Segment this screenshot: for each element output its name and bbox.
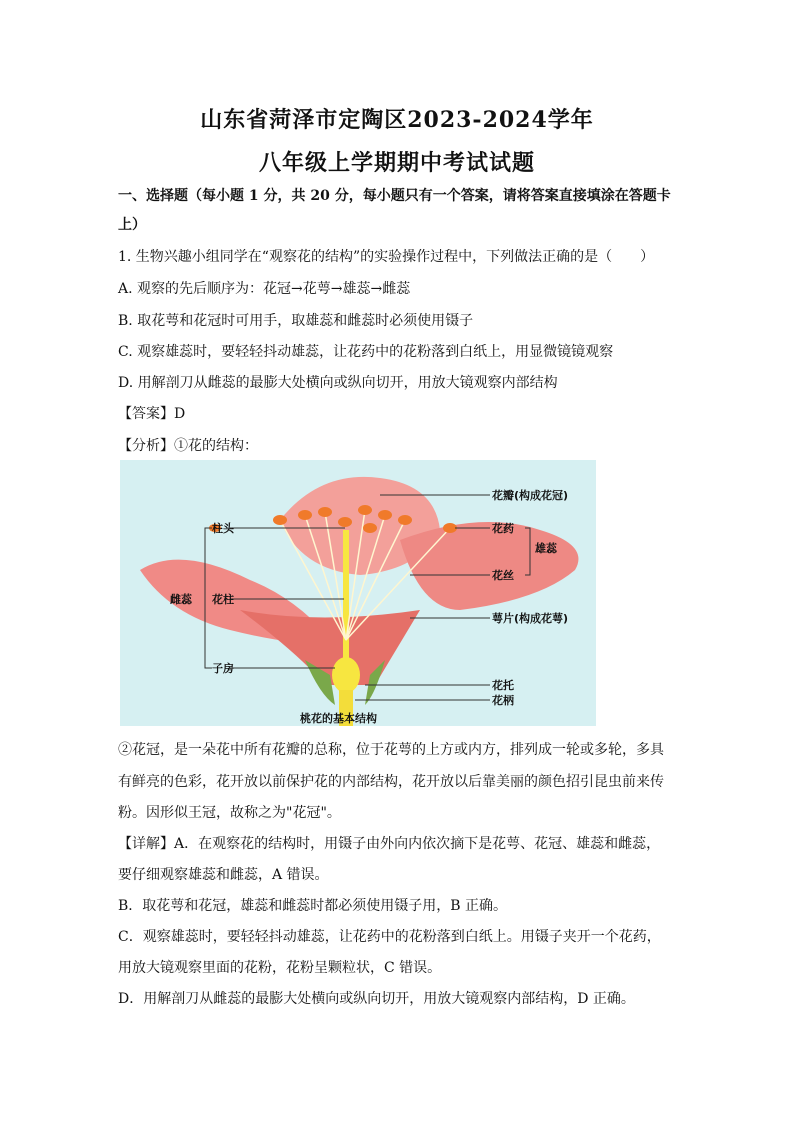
label-sepal: 萼片(构成花萼)	[492, 612, 569, 625]
label-pedicel: 花柄	[492, 694, 514, 707]
analysis-intro: 【分析】①花的结构：	[118, 438, 258, 454]
label-receptacle: 花托	[492, 679, 514, 692]
pistil-ovary	[332, 657, 360, 693]
label-style: 花柱	[212, 593, 234, 606]
label-petal: 花瓣(构成花冠)	[492, 489, 569, 502]
label-pistil: 雌蕊	[170, 593, 192, 606]
label-ovary: 子房	[212, 662, 234, 675]
option-a: A. 观察的先后顺序为：花冠→花萼→雄蕊→雌蕊	[118, 281, 411, 297]
corolla-text-1: ②花冠，是一朵花中所有花瓣的总称，位于花萼的上方或内方，排列成一轮或多轮，多具	[118, 742, 664, 758]
detail-b: B．取花萼和花冠，雄蕊和雌蕊时都必须使用镊子用，B 正确。	[118, 898, 508, 914]
detail-c-2: 用放大镜观察里面的花粉，花粉呈颗粒状，C 错误。	[118, 960, 442, 976]
question-text: 1. 生物兴趣小组同学在“观察花的结构”的实验操作过程中，下列做法正确的是（ ）	[118, 249, 655, 265]
detail-d: D．用解剖刀从雌蕊的最膨大处横向或纵向切开，用放大镜观察内部结构，D 正确。	[118, 991, 635, 1007]
option-c: C. 观察雄蕊时，要轻轻抖动雄蕊，让花药中的花粉落到白纸上，用显微镜镜观察	[118, 344, 614, 360]
detail-a-2: 要仔细观察雄蕊和雌蕊，A 错误。	[118, 867, 329, 883]
label-anther: 花药	[492, 522, 514, 535]
corolla-text-3: 粉。因形似王冠，故称之为"花冠"。	[118, 805, 341, 821]
label-stamen: 雄蕊	[535, 542, 557, 555]
answer: 【答案】D	[118, 406, 186, 422]
label-filament: 花丝	[492, 569, 514, 582]
title-line-2: 八年级上学期期中考试试题	[258, 150, 535, 176]
peach-flower-diagram	[120, 460, 596, 726]
flower-structure-figure	[120, 460, 596, 726]
option-b: B. 取花萼和花冠时可用手，取雄蕊和雌蕊时必须使用镊子	[118, 313, 474, 329]
section-heading-cont: 上）	[118, 217, 146, 233]
option-d: D. 用解剖刀从雌蕊的最膨大处横向或纵向切开，用放大镜观察内部结构	[118, 375, 558, 391]
title-line-1: 山东省菏泽市定陶区2023-2024学年	[200, 107, 594, 133]
diagram-caption: 桃花的基本结构	[300, 712, 377, 725]
detail-a-1: 【详解】A．在观察花的结构时，用镊子由外向内依次摘下是花萼、花冠、雄蕊和雌蕊，	[118, 836, 661, 852]
label-stigma: 柱头	[212, 522, 234, 535]
section-heading: 一、选择题（每小题 1 分，共 20 分，每小题只有一个答案，请将答案直接填涂在答题卡	[118, 188, 671, 204]
corolla-text-2: 有鲜亮的色彩，花开放以前保护花的内部结构，花开放以后靠美丽的颜色招引昆虫前来传	[118, 774, 664, 790]
detail-c-1: C．观察雄蕊时，要轻轻抖动雄蕊，让花药中的花粉落到白纸上。用镊子夹开一个花药，	[118, 929, 661, 945]
